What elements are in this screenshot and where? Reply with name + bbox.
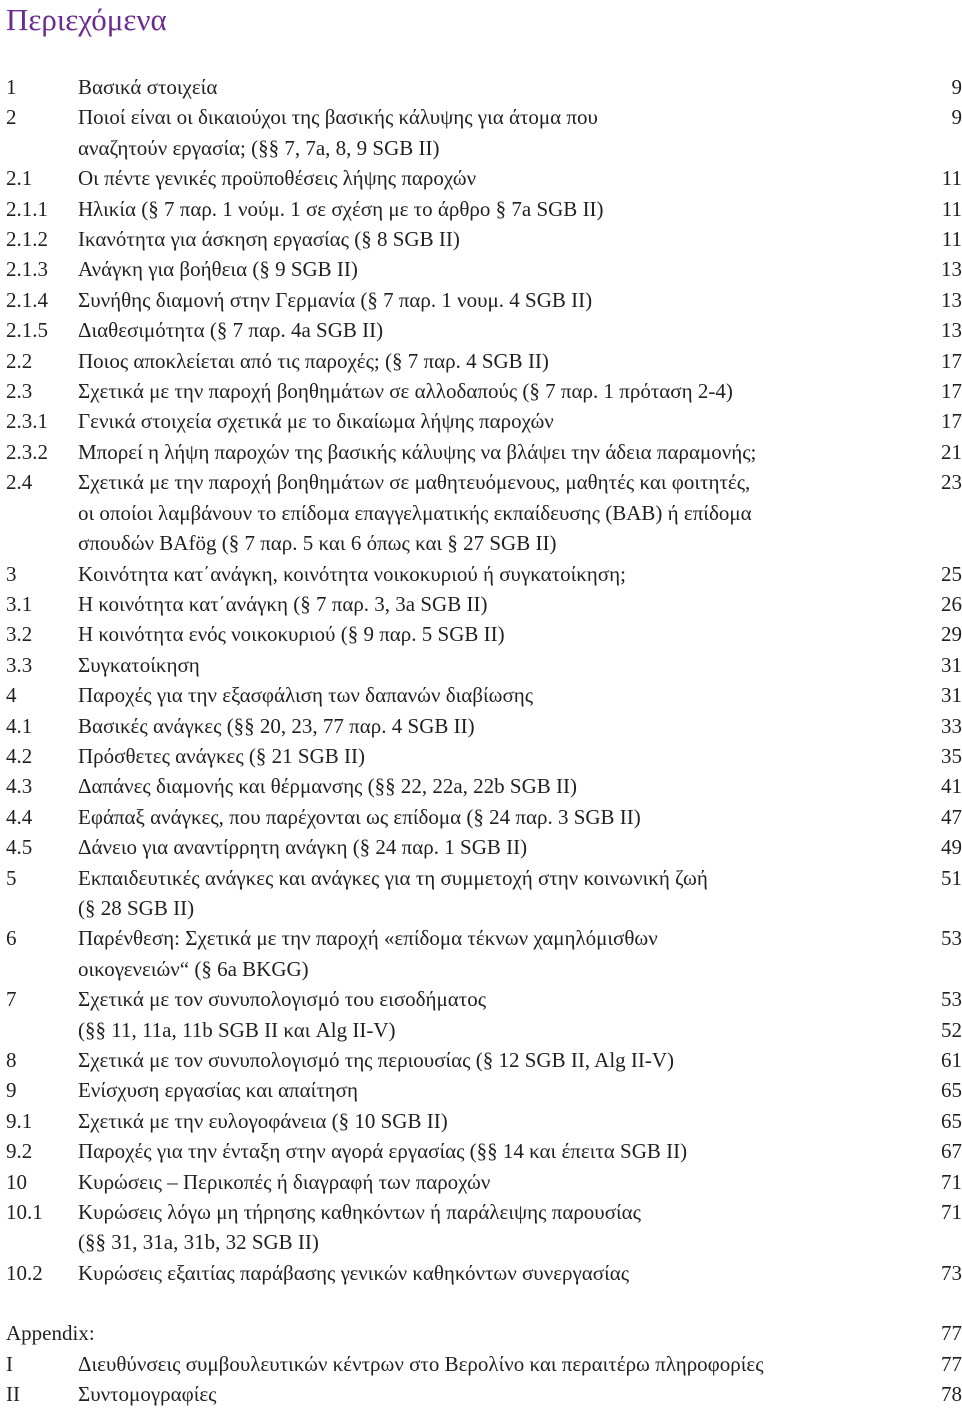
page-number [916, 376, 962, 406]
page-number [916, 771, 962, 801]
section-title [78, 194, 916, 224]
section-title [78, 1106, 916, 1136]
section-number: 9.1 [6, 1108, 33, 1133]
section-number: 10 [6, 1169, 27, 1194]
section-number: 3 [6, 561, 17, 586]
section-number: 2.1.4 [6, 287, 48, 312]
toc-entry-6[interactable] [6, 923, 962, 984]
page-number [916, 650, 962, 680]
appendix-label: Appendix: [6, 1321, 95, 1346]
section-title [78, 619, 916, 649]
section-title [78, 437, 916, 467]
toc-entry-4-4[interactable] [6, 802, 962, 832]
section-title [78, 1075, 916, 1105]
page-number [916, 741, 962, 771]
section-title-line: Συνήθης διαμονή στην Γερμανία (§ 7 παρ. 1 νουμ. 4 SGB II) [78, 287, 593, 312]
section-number: 3.2 [6, 622, 33, 647]
toc-entry-2-1-5[interactable] [6, 315, 962, 345]
page-number-value: 67 [941, 1139, 962, 1164]
page-number-value: 26 [941, 591, 962, 616]
section-title [78, 802, 916, 832]
toc-entry-2-3-2[interactable] [6, 437, 962, 467]
section-number: 4 [6, 683, 17, 708]
page-number [916, 102, 962, 163]
section-title-line: Συγκατοίκηση [78, 652, 200, 677]
section-title-line: Μπορεί η λήψη παροχών της βασικής κάλυψης να βλάψει την άδεια παραμονής; [78, 439, 757, 464]
section-number: 2.4 [6, 470, 33, 495]
toc-entry-appendix-ii[interactable] [6, 1379, 962, 1409]
page-number [916, 194, 962, 224]
page-number-value: 71 [941, 1169, 962, 1194]
toc-entry-3-1[interactable] [6, 589, 962, 619]
page-number [916, 1075, 962, 1105]
toc-entry-4-2[interactable] [6, 741, 962, 771]
section-title [78, 315, 916, 345]
page-number [916, 346, 962, 376]
section-title-line: Σχετικά με την παροχή βοηθημάτων σε μαθητευόμενους, μαθητές και φοιτητές, [78, 470, 751, 495]
section-title [78, 559, 916, 589]
toc-entry-10[interactable] [6, 1167, 962, 1197]
page-number-value: 31 [941, 683, 962, 708]
table-of-contents [6, 72, 962, 1409]
section-title [78, 589, 916, 619]
toc-entry-7[interactable] [6, 984, 962, 1045]
section-title-line: Ποιοί είναι οι δικαιούχοι της βασικής κάλυψης για άτομα που [78, 105, 598, 130]
section-title-line: Σχετικά με τον συνυπολογισμό της περιουσίας (§ 12 SGB II, Alg II-V) [78, 1048, 675, 1072]
page-number [916, 1258, 962, 1288]
section-number: 3.3 [6, 652, 33, 677]
section-number: 9.2 [6, 1139, 33, 1164]
section-title [78, 680, 916, 710]
section-title-line: Ηλικία (§ 7 παρ. 1 νούμ. 1 σε σχέση με το άρθρο § 7a SGB II) [78, 196, 604, 221]
page-number-value: 17 [941, 409, 962, 434]
section-title [78, 285, 916, 315]
section-title [78, 163, 916, 193]
section-title [78, 711, 916, 741]
page-number-value: 29 [941, 622, 962, 647]
section-title-line: Ικανότητα για άσκηση εργασίας (§ 8 SGB II) [78, 227, 460, 252]
page-number [916, 1106, 962, 1136]
section-title-line: Ανάγκη για βοήθεια (§ 9 SGB II) [78, 257, 358, 282]
section-title-line: οικογενειών“ (§ 6a BKGG) [78, 956, 309, 981]
page-number-value: 9 [951, 75, 962, 99]
section-title-line: Δαπάνες διαμονής και θέρμανσης (§§ 22, 22a, 22b SGB II) [78, 774, 578, 799]
section-title [78, 224, 916, 254]
section-title-line: (§ 28 SGB II) [78, 895, 195, 920]
page-number-value: 73 [941, 1260, 962, 1285]
section-title [78, 1136, 916, 1166]
toc-entry-3-3[interactable] [6, 650, 962, 680]
toc-entry-2-1[interactable] [6, 163, 962, 193]
page-number-value: 77 [941, 1351, 962, 1376]
page-number [916, 832, 962, 862]
section-number: II [6, 1382, 20, 1407]
page-number-value: 31 [941, 652, 962, 677]
page-number-value: 13 [941, 318, 962, 343]
page-number-value: 17 [941, 379, 962, 404]
toc-entry-2-3[interactable] [6, 376, 962, 406]
section-title-line: Σχετικά με την παροχή βοηθημάτων σε αλλοδαπούς (§ 7 παρ. 1 πρόταση 2-4) [78, 379, 733, 404]
section-title [78, 72, 916, 102]
section-title [78, 741, 916, 771]
section-number: 2.3.1 [6, 409, 48, 434]
page-number [916, 224, 962, 254]
page-number-value: 47 [941, 804, 962, 829]
section-title-line: Σχετικά με τον συνυπολογισμό του εισοδήματος [78, 987, 487, 1012]
section-number: 2.3 [6, 379, 33, 404]
section-title [78, 984, 916, 1045]
toc-entry-1[interactable] [6, 72, 962, 102]
page-number [916, 254, 962, 284]
section-title-line: Η κοινότητα κατ΄ανάγκη (§ 7 παρ. 3, 3a SGB II) [78, 591, 488, 616]
page-number-value: 65 [941, 1108, 962, 1133]
section-title-line: Οι πέντε γενικές προϋποθέσεις λήψης παροχών [78, 166, 477, 191]
section-number: 6 [6, 926, 17, 951]
page-number [916, 680, 962, 710]
toc-entry-2-4[interactable] [6, 467, 962, 558]
toc-entry-4[interactable] [6, 680, 962, 710]
section-number: 2.1.2 [6, 227, 48, 252]
page-number-value: 52 [941, 1017, 962, 1042]
toc-entry-3[interactable] [6, 559, 962, 589]
section-number: 3.1 [6, 591, 33, 616]
page-number [916, 1167, 962, 1197]
section-title [78, 102, 916, 163]
section-title [78, 1379, 916, 1409]
section-number: 4.5 [6, 835, 33, 860]
toc-entry-10-2[interactable] [6, 1258, 962, 1288]
page-number [916, 285, 962, 315]
section-number: 4.3 [6, 774, 33, 799]
section-title-line: Εφάπαξ ανάγκες, που παρέχονται ως επίδομα (§ 24 παρ. 3 SGB II) [78, 804, 641, 829]
toc-entry-2-1-3[interactable] [6, 254, 962, 284]
section-number: 10.2 [6, 1260, 43, 1285]
page-number-value: 61 [941, 1048, 962, 1072]
page-number-value: 53 [941, 987, 962, 1012]
section-title-line: σπουδών BAfög (§ 7 παρ. 5 και 6 όπως και § 27 SGB II) [78, 531, 557, 556]
section-title-line: Δάνειο για αναντίρρητη ανάγκη (§ 24 παρ. 1 SGB II) [78, 835, 528, 860]
toc-entry-4-3[interactable] [6, 771, 962, 801]
section-title-line: Βασικές ανάγκες (§§ 20, 23, 77 παρ. 4 SGB II) [78, 713, 475, 738]
section-number: I [6, 1351, 13, 1376]
section-title [78, 1167, 916, 1197]
section-title [78, 832, 916, 862]
section-title-line: (§§ 11, 11a, 11b SGB II και Alg II-V) [78, 1017, 396, 1042]
toc-entry-4-5[interactable] [6, 832, 962, 862]
section-title-line: Κοινότητα κατ΄ανάγκη, κοινότητα νοικοκυριού ή συγκατοίκηση; [78, 561, 626, 586]
section-title-line: Πρόσθετες ανάγκες (§ 21 SGB II) [78, 743, 365, 768]
toc-entry-2-3-1[interactable] [6, 406, 962, 436]
toc-entry-2-2[interactable] [6, 346, 962, 376]
section-title-line: αναζητούν εργασία; (§§ 7, 7a, 8, 9 SGB II) [78, 135, 440, 160]
section-title [78, 1258, 916, 1288]
toc-entry-5[interactable] [6, 863, 962, 924]
page-number-value: 41 [941, 774, 962, 799]
section-number: 8 [6, 1048, 17, 1072]
section-title [78, 467, 916, 558]
section-title-line: Κυρώσεις – Περικοπές ή διαγραφή των παροχών [78, 1169, 491, 1194]
page-number [916, 1136, 962, 1166]
toc-entry-8[interactable] [6, 1045, 962, 1075]
page-number-value: 11 [941, 166, 962, 191]
toc-entry-10-1[interactable] [6, 1197, 962, 1258]
section-number: 4.1 [6, 713, 33, 738]
section-title [78, 771, 916, 801]
page-number-value: 35 [941, 743, 962, 768]
section-title [78, 1349, 916, 1379]
page-number-value: 9 [951, 105, 962, 130]
section-title-line: Παροχές για την εξασφάλιση των δαπανών διαβίωσης [78, 683, 534, 708]
page-number [916, 315, 962, 345]
page-number [916, 467, 962, 558]
section-title [78, 650, 916, 680]
section-number: 7 [6, 987, 17, 1012]
page-number [916, 1349, 962, 1379]
section-number: 2.3.2 [6, 439, 48, 464]
section-title-line: Κυρώσεις λόγω μη τήρησης καθηκόντων ή παράλειψης παρουσίας [78, 1200, 641, 1225]
section-number: 2.1 [6, 166, 33, 191]
page-number-value: 17 [941, 348, 962, 373]
page-number-value: 49 [941, 835, 962, 860]
section-title-line: Διαθεσιμότητα (§ 7 παρ. 4a SGB II) [78, 318, 384, 343]
toc-entry-9-2[interactable] [6, 1136, 962, 1166]
section-title-line: Παρένθεση: Σχετικά με την παροχή «επίδομα τέκνων χαμηλόμισθων [78, 926, 658, 951]
toc-entry-2[interactable] [6, 102, 962, 163]
appendix-heading[interactable] [6, 1318, 962, 1348]
page-number-value: 11 [941, 227, 962, 252]
page-number-value: 21 [941, 439, 962, 464]
toc-entry-3-2[interactable] [6, 619, 962, 649]
page-number [916, 711, 962, 741]
section-title-line: Κυρώσεις εξαιτίας παράβασης γενικών καθηκόντων συνεργασίας [78, 1260, 630, 1285]
section-number: 1 [6, 75, 17, 99]
section-title-line: Συντομογραφίες [78, 1382, 217, 1407]
section-number: 2.1.1 [6, 196, 48, 221]
page-number [916, 1197, 962, 1258]
section-title-line: Εκπαιδευτικές ανάγκες και ανάγκες για τη συμμετοχή στην κοινωνική ζωή [78, 865, 708, 890]
page-number [916, 984, 962, 1045]
page-number [916, 437, 962, 467]
section-title [78, 863, 916, 924]
page-number [916, 406, 962, 436]
page-number [916, 559, 962, 589]
section-title [78, 1045, 916, 1075]
section-number: 4.4 [6, 804, 33, 829]
page-title: Περιεχόμενα [6, 2, 167, 37]
section-number: 4.2 [6, 743, 33, 768]
toc-entry-2-1-4[interactable] [6, 285, 962, 315]
toc-entry-9-1[interactable] [6, 1106, 962, 1136]
section-title [78, 254, 916, 284]
section-title-line: Παροχές για την ένταξη στην αγορά εργασίας (§§ 14 και έπειτα SGB II) [78, 1139, 688, 1164]
page-number [916, 619, 962, 649]
section-title-line: οι οποίοι λαμβάνουν το επίδομα επαγγελματικής εκπαίδευσης (BAB) ή επίδομα [78, 500, 752, 525]
section-title-line: Η κοινότητα ενός νοικοκυριού (§ 9 παρ. 5 SGB II) [78, 622, 505, 647]
page-number-value: 25 [941, 561, 962, 586]
toc-entry-9[interactable] [6, 1075, 962, 1105]
page-number-value: 23 [941, 470, 962, 495]
section-title-line: (§§ 31, 31a, 31b, 32 SGB II) [78, 1230, 319, 1255]
page-number-value: 78 [941, 1382, 962, 1407]
section-title [78, 1197, 916, 1258]
section-title-line: Διευθύνσεις συμβουλευτικών κέντρων στο Βερολίνο και περαιτέρω πληροφορίες [78, 1351, 764, 1376]
section-title [78, 406, 916, 436]
section-title-line: Σχετικά με την ευλογοφάνεια (§ 10 SGB II) [78, 1108, 448, 1133]
page-number-value: 13 [941, 257, 962, 282]
section-title-line: Βασικά στοιχεία [78, 75, 218, 99]
page-number [916, 1379, 962, 1409]
page-number [916, 72, 962, 102]
section-number: 5 [6, 865, 17, 890]
page-number-value: 13 [941, 287, 962, 312]
section-title [78, 376, 916, 406]
page-number-value: 11 [941, 196, 962, 221]
page-number-value: 71 [941, 1200, 962, 1225]
section-title [78, 923, 916, 984]
page-number [916, 589, 962, 619]
section-number: 2.1.3 [6, 257, 48, 282]
section-number: 2.2 [6, 348, 33, 373]
section-number: 10.1 [6, 1200, 43, 1225]
page-number-value: 65 [941, 1078, 962, 1103]
section-number: 2 [6, 105, 17, 130]
page-number [916, 802, 962, 832]
page-number-value: 51 [941, 865, 962, 890]
toc-entry-2-1-2[interactable] [6, 224, 962, 254]
section-title-line: Ενίσχυση εργασίας και απαίτηση [78, 1078, 358, 1103]
toc-entry-appendix-i[interactable] [6, 1349, 962, 1379]
section-number: 9 [6, 1078, 17, 1103]
section-title-line: Γενικά στοιχεία σχετικά με το δικαίωμα λήψης παροχών [78, 409, 554, 434]
page-number: 77 [941, 1321, 962, 1346]
toc-entry-2-1-1[interactable] [6, 194, 962, 224]
page-number-value: 33 [941, 713, 962, 738]
toc-entry-4-1[interactable] [6, 711, 962, 741]
page-number [916, 863, 962, 924]
page-number [916, 163, 962, 193]
section-title-line: Ποιος αποκλείεται από τις παροχές; (§ 7 παρ. 4 SGB II) [78, 348, 549, 373]
section-gap [6, 1288, 962, 1318]
page-number [916, 1045, 962, 1075]
page-number [916, 923, 962, 984]
page-number-value: 53 [941, 926, 962, 951]
section-title [78, 346, 916, 376]
section-number: 2.1.5 [6, 318, 48, 343]
